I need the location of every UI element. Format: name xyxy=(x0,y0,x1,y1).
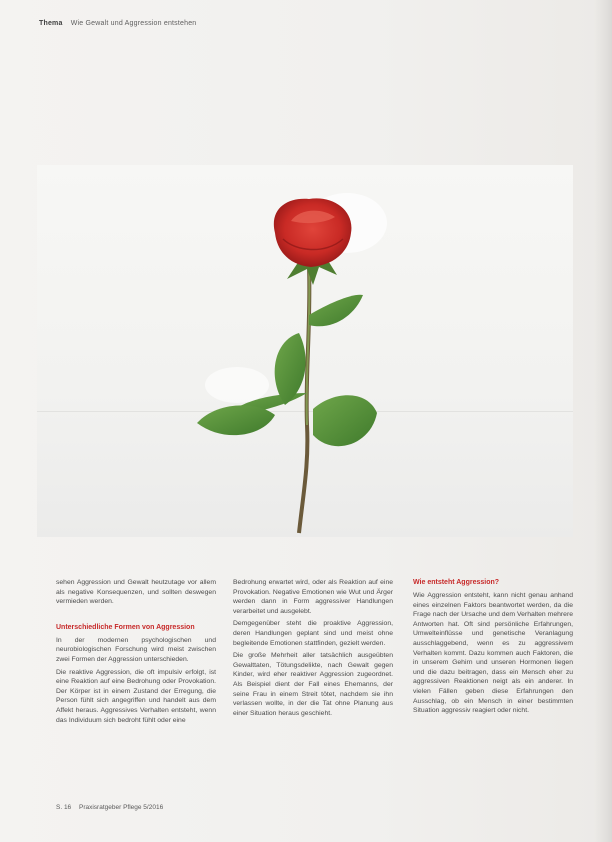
paragraph: Wie Aggression entsteht, kann nicht genau anhand eines einzelnen Faktors beantwortet werden, da die Frage nach der Ursache und dem Verhalten mehrere Antworten hat. Oft sind persönliche Erfahrungen, Umwelteinflüsse und genetische Veranlagung ausschlaggebend, wenn es zu aggressivem Verhalten kommt. Dazu kommen auch Faktoren, die in unserem Gehirn und unseren Hormonen liegen und die dazu beitragen, dass ein Mensch eher zu aggressiven Reaktionen neigt als ein anderer. In vielen Fällen geben diese Erfahrungen den Ausschlag, ob ein Mensch in einer bestimmten Situation aggressiv reagiert oder nicht. xyxy=(413,592,573,715)
white-leaf-shape xyxy=(205,367,269,403)
paragraph: In der modernen psychologischen und neurobiologischen Forschung wird meist zwischen zwei Formen der Aggression unterschieden. xyxy=(56,636,216,663)
rose-stem xyxy=(299,265,309,533)
rose-icon xyxy=(37,165,573,537)
running-head-title: Wie Gewalt und Aggression entstehen xyxy=(70,20,197,27)
column-1 xyxy=(56,578,216,728)
column-3 xyxy=(413,578,573,719)
paragraph: Die reaktive Aggression, die oft impulsiv erfolgt, ist eine Reaktion auf eine Bedrohung oder Provokation. Der Körper ist in einem Zustand der Erregung, die Person fühlt sich angegriffen und handelt aus dem Affekt heraus. Aggressives Verhalten entsteht, wenn das Individuum sich bedroht fühlt oder eine xyxy=(56,668,216,724)
paragraph: Die große Mehrheit aller tatsächlich ausgeübten Gewalttaten, Tötungsdelikte, nach Gewalt gegen Kinder, wird eher reaktiver Aggression zugeordnet. Als Beispiel dient der Fall eines Ehemanns, der seine Frau in einem Streit tötet, nachdem sie ihn verlassen wollte, in der die Tat ohne Planung aus einer Situation heraus geschieht. xyxy=(233,652,393,717)
rose-leaf xyxy=(197,405,275,435)
page-number: S. 16 xyxy=(56,804,72,811)
column-2 xyxy=(233,578,393,721)
rose-leaf xyxy=(309,295,363,327)
section-heading: Wie entsteht Aggression? xyxy=(413,579,500,586)
section-heading: Unterschiedliche Formen von Aggression xyxy=(56,623,195,631)
running-head-topic: Thema xyxy=(39,20,63,27)
paragraph: sehen Aggression und Gewalt heutzutage vor allem als negative Konsequenzen, und sollten deswegen vermieden werden. xyxy=(56,579,216,606)
rose-leaf xyxy=(313,395,377,446)
page-edge-shadow xyxy=(594,0,612,842)
publication-name: Praxisratgeber Pflege 5/2016 xyxy=(79,804,164,811)
paragraph: Bedrohung erwartet wird, oder als Reaktion auf eine Provokation. Negative Emotionen wie Wut und Ärger werden dann in Form aggressiver Handlungen verarbeitet und ausgelebt. xyxy=(233,579,393,615)
rose-photo xyxy=(37,165,573,537)
rose-bloom xyxy=(274,198,352,267)
page-footer xyxy=(56,804,163,811)
running-head xyxy=(39,20,196,27)
paragraph: Demgegenüber steht die proaktive Aggression, deren Handlungen geplant sind und meist ohne begleitende Emotionen stattfinden, gezielt werden. xyxy=(233,620,393,647)
